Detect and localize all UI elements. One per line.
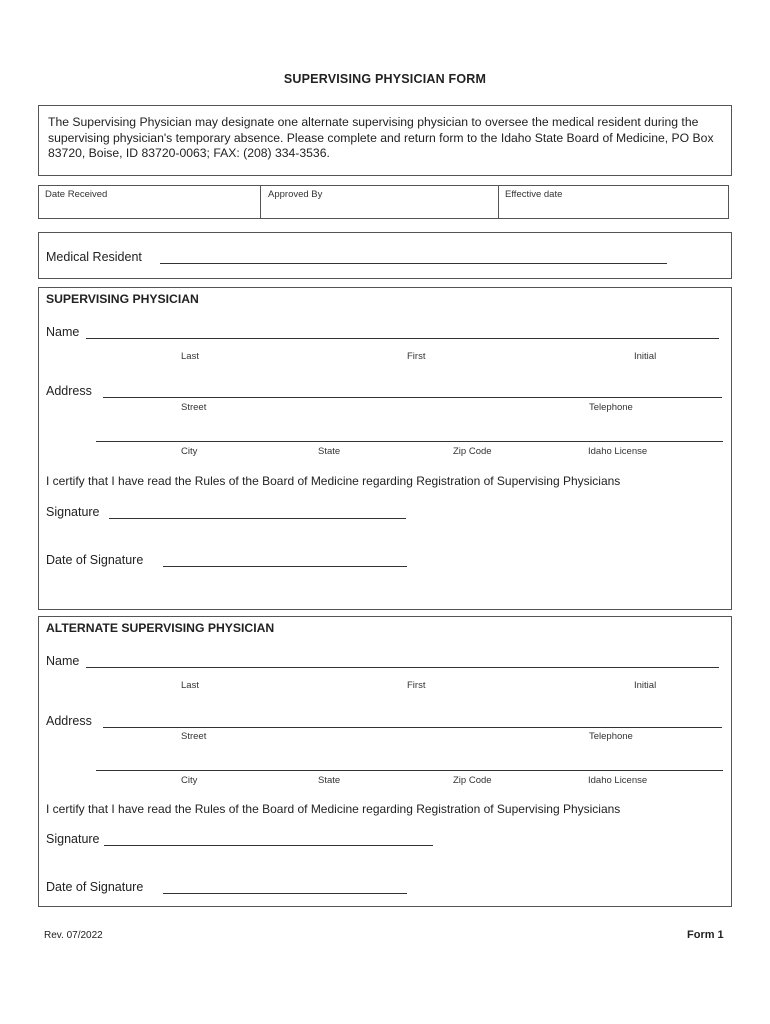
license-caption: Idaho License [588,446,648,457]
signature-label: Signature [46,832,100,846]
divider [498,186,499,218]
instructions-text: The Supervising Physician may designate one alternate supervising physician to oversee the medical resident during the supervising physician's temporary absence. Please complete and return form to the Idaho State Board of Medicine, PO Box 83720, Boise, ID 83720-0063; FAX: (208) 334-3536. [48,115,714,160]
effective-date-label: Effective date [505,189,563,200]
address-field[interactable] [103,727,722,728]
signature-label: Signature [46,505,100,519]
street-caption: Street [181,402,207,413]
license-caption: Idaho License [588,775,648,786]
certification-statement: I certify that I have read the Rules of the Board of Medicine regarding Registration of Supervising Physicians [46,474,621,488]
date-of-signature-label: Date of Signature [46,880,144,894]
alternate-supervising-physician-section [38,616,732,907]
address-field[interactable] [103,397,722,398]
date-of-signature-field[interactable] [163,566,407,567]
name-label: Name [46,325,80,339]
initial-caption: Initial [634,351,657,362]
state-caption: State [318,446,341,457]
medical-resident-field[interactable] [160,263,667,264]
date-of-signature-label: Date of Signature [46,553,144,567]
approved-by-label: Approved By [268,189,323,200]
date-of-signature-field[interactable] [163,893,407,894]
address-label: Address [46,384,92,398]
section-heading: ALTERNATE SUPERVISING PHYSICIAN [46,621,275,635]
state-caption: State [318,775,341,786]
city-caption: City [181,775,198,786]
revision-date: Rev. 07/2022 [44,930,103,941]
street-caption: Street [181,731,207,742]
telephone-caption: Telephone [589,731,633,742]
zip-caption: Zip Code [453,446,492,457]
office-use-row [38,185,729,219]
initial-caption: Initial [634,680,657,691]
form-number: Form 1 [687,929,724,941]
name-label: Name [46,654,80,668]
medical-resident-box [38,232,732,279]
city-state-zip-field[interactable] [96,441,723,442]
instructions-box [38,105,732,176]
telephone-caption: Telephone [589,402,633,413]
medical-resident-label: Medical Resident [46,250,142,264]
first-caption: First [407,680,426,691]
date-received-label: Date Received [45,189,108,200]
last-caption: Last [181,680,199,691]
signature-field[interactable] [109,518,406,519]
signature-field[interactable] [104,845,433,846]
first-caption: First [407,351,426,362]
city-caption: City [181,446,198,457]
name-field[interactable] [86,338,719,339]
name-field[interactable] [86,667,719,668]
section-heading: SUPERVISING PHYSICIAN [46,292,199,306]
page-title: SUPERVISING PHYSICIAN FORM [283,72,487,86]
last-caption: Last [181,351,199,362]
address-label: Address [46,714,92,728]
certification-statement: I certify that I have read the Rules of the Board of Medicine regarding Registration of Supervising Physicians [46,802,621,816]
supervising-physician-section [38,287,732,610]
divider [260,186,261,218]
zip-caption: Zip Code [453,775,492,786]
city-state-zip-field[interactable] [96,770,723,771]
